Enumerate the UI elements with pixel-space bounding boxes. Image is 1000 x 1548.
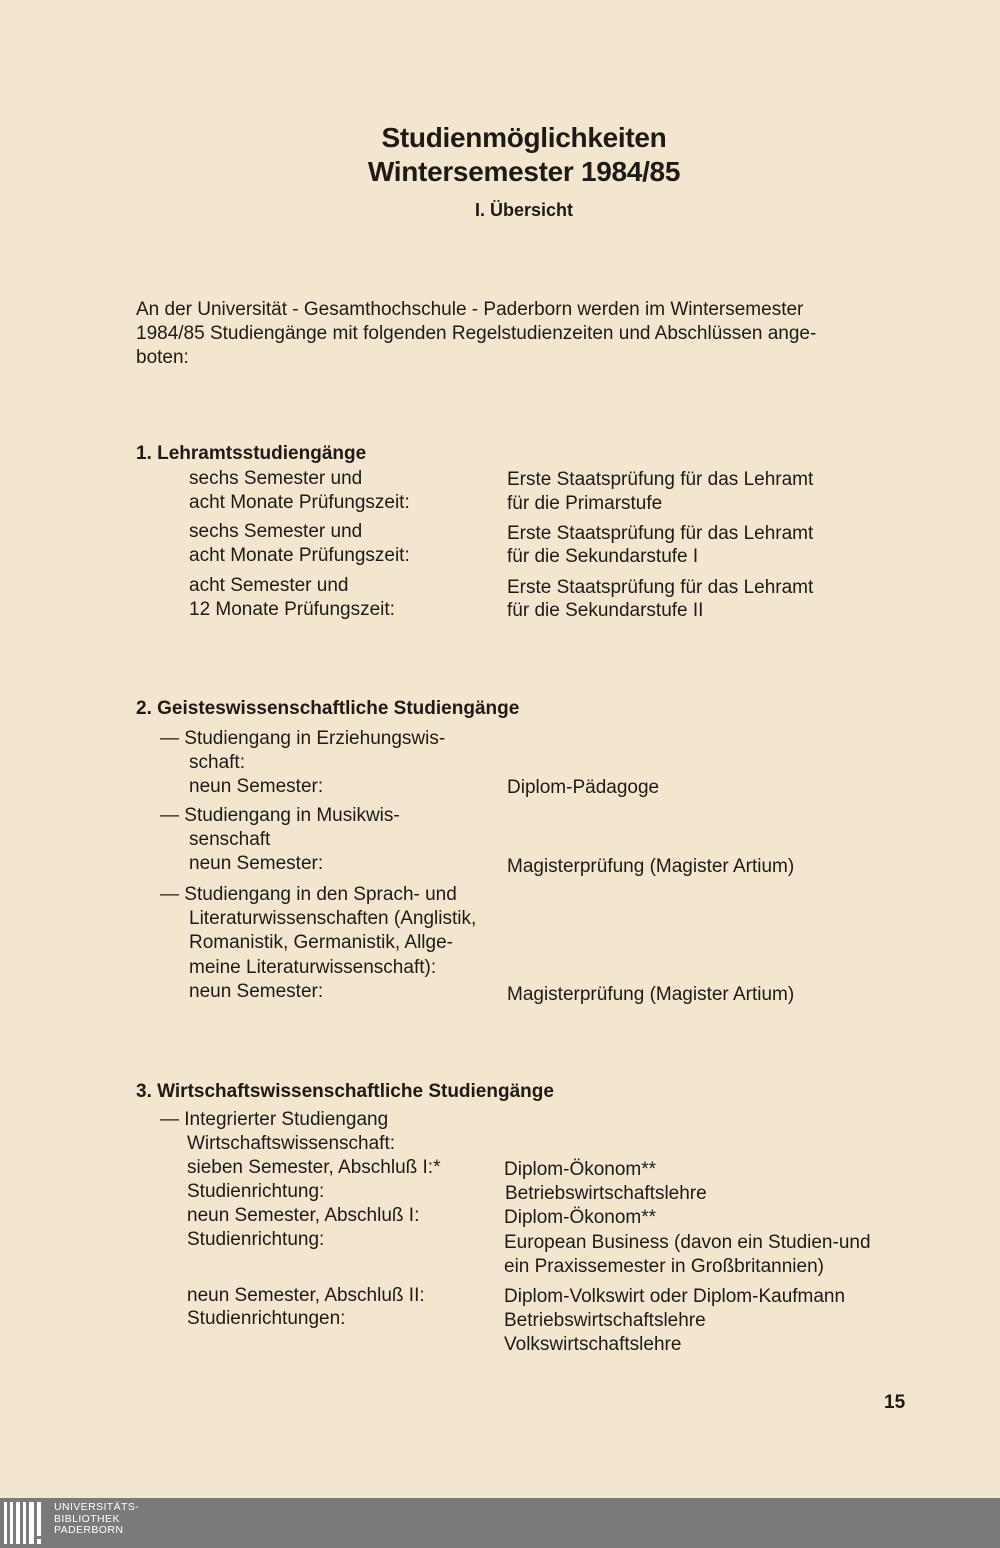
program-text: Romanistik, Germanistik, Allge-	[189, 932, 453, 953]
degree-text: für die Sekundarstufe I	[507, 546, 699, 567]
degree-text: Erste Staatsprüfung für das Lehramt	[507, 523, 814, 544]
library-name-line1: UNIVERSITÄTS-	[54, 1501, 140, 1513]
degree-text: Diplom-Ökonom**	[504, 1159, 657, 1180]
intro-line3: boten:	[136, 347, 189, 368]
program-text: — Studiengang in den Sprach- und	[160, 884, 457, 905]
intro-line2: 1984/85 Studiengänge mit folgenden Regelstudienzeiten und Abschlüssen ange-	[136, 323, 817, 344]
label-text: Studienrichtung:	[187, 1181, 325, 1202]
duration-text: neun Semester:	[189, 981, 324, 1002]
library-name-line2: BIBLIOTHEK	[54, 1512, 120, 1525]
page-number: 15	[884, 1392, 906, 1413]
duration-text: neun Semester:	[189, 853, 324, 874]
degree-text: Magisterprüfung (Magister Artium)	[507, 984, 795, 1005]
duration-text: acht Monate Prüfungszeit:	[189, 545, 410, 566]
duration-text: neun Semester:	[189, 776, 324, 797]
duration-text: sieben Semester, Abschluß I:*	[187, 1157, 441, 1178]
program-text: senschaft	[189, 829, 271, 850]
duration-text: acht Monate Prüfungszeit:	[189, 492, 410, 513]
section-heading-lehramt: 1. Lehramtsstudiengänge	[136, 443, 367, 464]
program-text: — Studiengang in Erziehungswis-	[160, 728, 446, 749]
degree-text: für die Sekundarstufe II	[507, 600, 704, 621]
duration-text: sechs Semester und	[189, 468, 363, 489]
degree-text: Diplom-Ökonom**	[504, 1207, 657, 1228]
degree-text: Magisterprüfung (Magister Artium)	[507, 856, 795, 877]
page-title-line1: Studienmöglichkeiten	[381, 122, 667, 153]
degree-text: Diplom-Volkswirt oder Diplom-Kaufmann	[504, 1286, 846, 1307]
duration-text: acht Semester und	[189, 575, 349, 596]
degree-text: Diplom-Pädagoge	[507, 777, 660, 798]
library-name	[54, 1502, 139, 1537]
duration-text: neun Semester, Abschluß II:	[187, 1285, 425, 1306]
degree-text: European Business (davon ein Studien-und	[504, 1232, 871, 1253]
degree-text: für die Primarstufe	[507, 493, 663, 514]
program-text: — Integrierter Studiengang	[160, 1109, 389, 1130]
degree-text: Betriebswirtschaftslehre	[504, 1310, 706, 1331]
degree-text: Erste Staatsprüfung für das Lehramt	[507, 577, 814, 598]
section-heading-geisteswissenschaften: 2. Geisteswissenschaftliche Studiengänge	[136, 698, 520, 719]
library-logo-icon	[4, 1502, 48, 1544]
degree-text: Erste Staatsprüfung für das Lehramt	[507, 469, 814, 490]
program-text: Literaturwissenschaften (Anglistik,	[189, 908, 477, 929]
program-text: — Studiengang in Musikwis-	[160, 805, 400, 826]
label-text: Studienrichtung:	[187, 1229, 325, 1250]
degree-text: Volkswirtschaftslehre	[504, 1334, 682, 1355]
label-text: Studienrichtungen:	[187, 1308, 346, 1329]
intro-line1: An der Universität - Gesamthochschule - Paderborn werden im Wintersemester	[136, 299, 804, 320]
program-text: schaft:	[189, 752, 245, 773]
duration-text: 12 Monate Prüfungszeit:	[189, 599, 395, 620]
library-name-line3: PADERBORN	[54, 1524, 124, 1536]
page-subtitle: I. Übersicht	[474, 200, 574, 220]
section-heading-wirtschaftswissenschaften: 3. Wirtschaftswissenschaftliche Studiengänge	[136, 1081, 554, 1102]
degree-text: ein Praxissemester in Großbritannien)	[504, 1256, 824, 1277]
library-footer-bar	[0, 1498, 1000, 1548]
duration-text: sechs Semester und	[189, 521, 363, 542]
program-text: meine Literaturwissenschaft):	[189, 957, 437, 978]
duration-text: neun Semester, Abschluß I:	[187, 1205, 420, 1226]
program-text: Wirtschaftswissenschaft:	[187, 1133, 395, 1154]
degree-text: Betriebswirtschaftslehre	[505, 1183, 707, 1204]
page-title-line2: Wintersemester 1984/85	[367, 156, 681, 187]
